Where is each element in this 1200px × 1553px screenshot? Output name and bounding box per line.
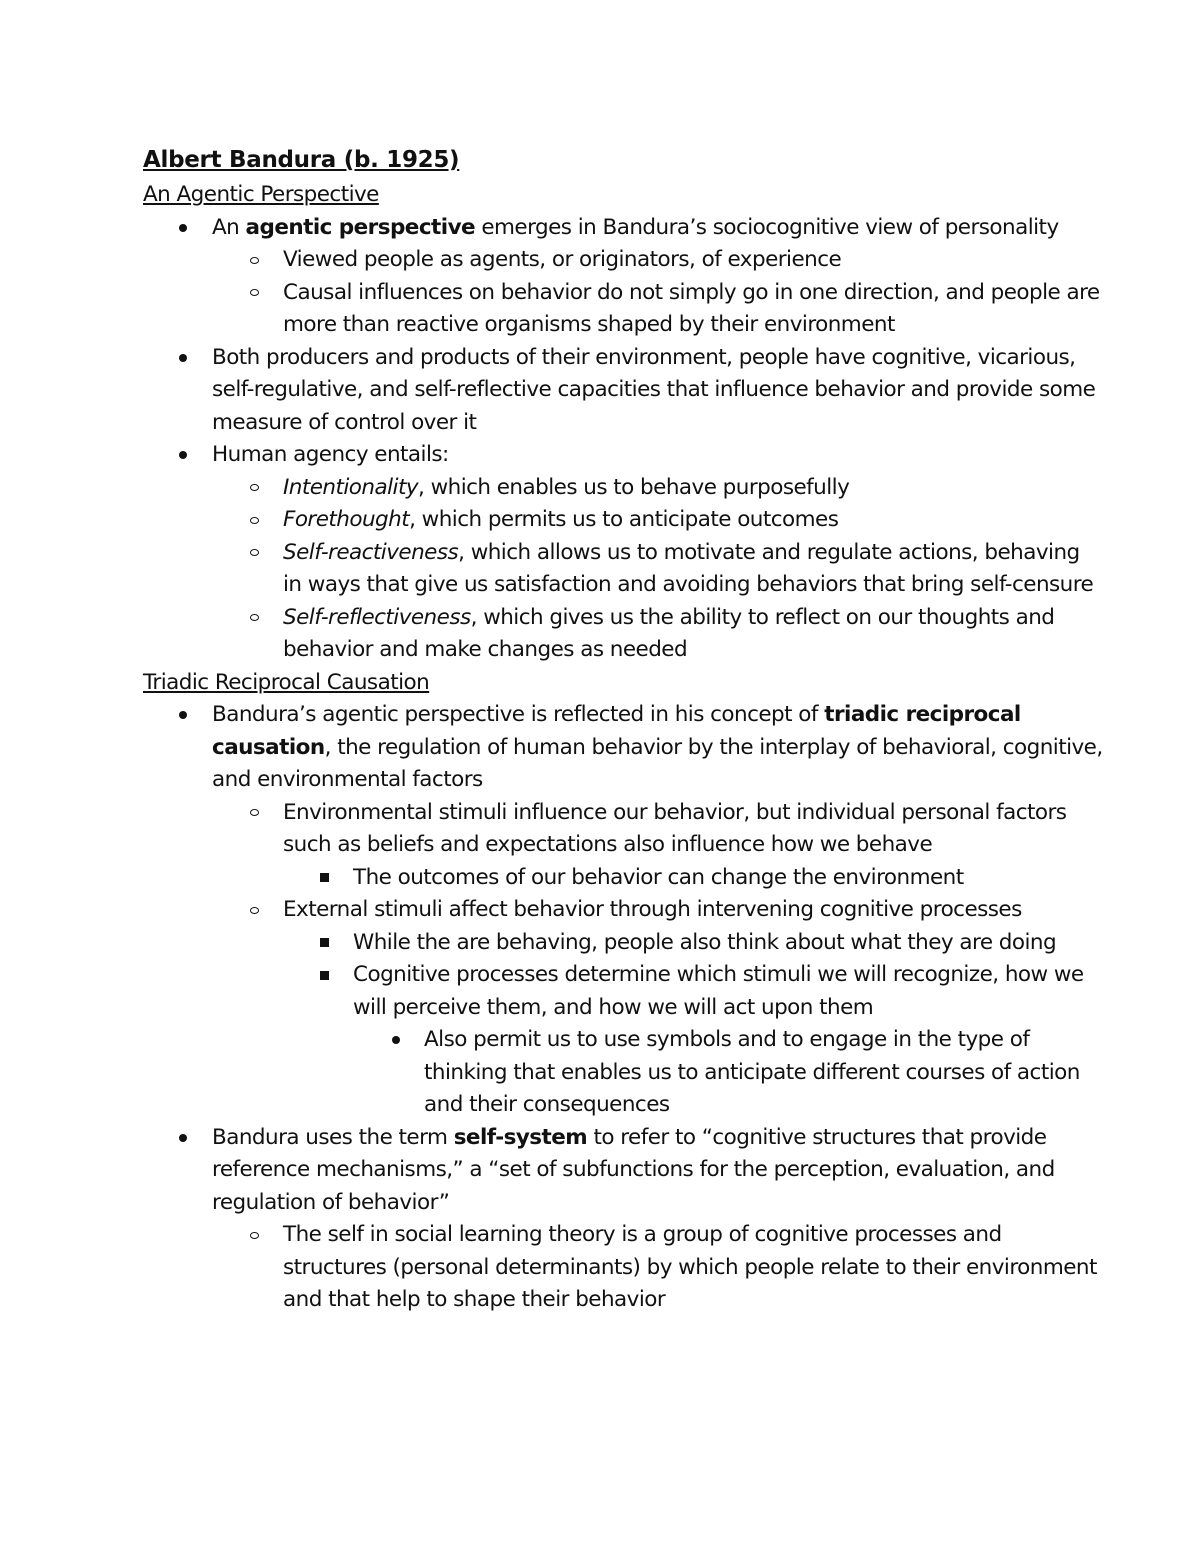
text: Bandura uses the term — [212, 1124, 454, 1150]
sub-list — [143, 472, 1103, 667]
bullet-list — [143, 212, 1103, 667]
document-page — [143, 141, 1103, 1317]
text: While the are behaving, people also think about what they are doing — [353, 929, 1057, 955]
text: Bandura’s agentic perspective is reflected in his concept of — [212, 702, 825, 727]
text: Causal influences on behavior do not simply go in one direction, and people are more than reactive organisms shaped by their environment — [283, 279, 1100, 337]
list-item — [143, 1024, 1103, 1122]
list-item — [143, 602, 1103, 667]
bullet-circle-icon — [246, 277, 262, 310]
list-item — [143, 212, 1103, 342]
text: Also permit us to use symbols and to engage in the type of thinking that enables us to anticipate different courses of action and their consequences — [424, 1027, 1080, 1117]
list-item — [143, 1219, 1103, 1317]
text: Environmental stimuli influence our behavior, but individual personal factors such as beliefs and expectations also influence how we behave — [283, 799, 1067, 857]
bold-term: self-system — [453, 1124, 588, 1150]
bullet-disc-icon — [175, 439, 191, 472]
text: , which permits us to anticipate outcomes — [409, 507, 839, 532]
bullet-disc-icon — [175, 699, 191, 732]
bullet-disc-icon — [388, 1024, 404, 1057]
sub-list — [143, 244, 1103, 342]
bullet-circle-icon — [246, 894, 262, 927]
document-title: Albert Bandura (b. 1925) — [143, 147, 460, 173]
bullet-circle-icon — [246, 602, 262, 635]
text: to refer to “cognitive structures that provide reference mechanisms,” a “set of subfunctions for the perception, evaluation, and regulation of behavior” — [212, 1124, 1055, 1215]
text: Human agency entails: — [212, 442, 449, 467]
bullet-circle-icon — [246, 797, 262, 830]
italic-term: Self-reactiveness — [283, 539, 459, 565]
bullet-circle-icon — [246, 244, 262, 277]
bullet-square-icon — [316, 862, 332, 895]
list-item — [143, 277, 1103, 342]
list-item — [143, 472, 1103, 505]
list-item — [143, 439, 1103, 667]
bullet-square-icon — [316, 959, 332, 992]
section-heading-triadic-reciprocal-causation: Triadic Reciprocal Causation — [143, 669, 430, 695]
list-item — [143, 862, 1103, 895]
list-item — [143, 1122, 1103, 1317]
list-item — [143, 342, 1103, 440]
bullet-circle-icon — [246, 537, 262, 570]
list-item — [143, 959, 1103, 1122]
list-item — [143, 699, 1103, 1122]
list-item — [143, 894, 1103, 1122]
bullet-circle-icon — [246, 1219, 262, 1252]
bullet-disc-icon — [175, 1122, 191, 1155]
bullet-circle-icon — [246, 472, 262, 505]
sub-list — [143, 1219, 1103, 1317]
list-item — [143, 244, 1103, 277]
italic-term: Forethought — [283, 507, 410, 532]
text: Both producers and products of their environment, people have cognitive, vicarious, self-regulative, and self-reflective capacities that influence behavior and provide some measure of control over it — [212, 344, 1096, 435]
text: emerges in Bandura’s sociocognitive view of personality — [475, 214, 1059, 240]
list-item — [143, 797, 1103, 895]
section-heading-agentic-perspective: An Agentic Perspective — [143, 182, 379, 207]
text: External stimuli affect behavior through intervening cognitive processes — [283, 897, 1022, 922]
italic-term: Intentionality — [283, 474, 419, 500]
text: Viewed people as agents, or originators, of experience — [283, 247, 842, 272]
text: , the regulation of human behavior by the interplay of behavioral, cognitive, and environmental factors — [212, 734, 1103, 792]
bullet-disc-icon — [175, 212, 191, 245]
list-item — [143, 537, 1103, 602]
sub-list — [143, 1024, 1103, 1122]
bullet-disc-icon — [175, 342, 191, 375]
text: An — [212, 214, 246, 240]
text: The self in social learning theory is a group of cognitive processes and structures (personal determinants) by which people relate to their environment and that help to shape their behavior — [283, 1222, 1097, 1312]
text: The outcomes of our behavior can change the environment — [353, 864, 964, 890]
text: Cognitive processes determine which stimuli we will recognize, how we will perceive them, and how we will act upon them — [353, 962, 1084, 1020]
bold-term: triadic reciprocal causation — [212, 702, 1021, 760]
italic-term: Self-reflectiveness — [283, 604, 471, 630]
sub-list — [143, 927, 1103, 1122]
bullet-circle-icon — [246, 504, 262, 537]
list-item — [143, 504, 1103, 537]
bullet-square-icon — [316, 927, 332, 960]
sub-list — [143, 797, 1103, 1122]
text: , which enables us to behave purposefully — [418, 474, 850, 500]
bold-term: agentic perspective — [245, 214, 476, 240]
text: , which allows us to motivate and regulate actions, behaving in ways that give us satisfaction and avoiding behaviors that bring self-censure — [283, 539, 1094, 597]
text: , which gives us the ability to reflect on our thoughts and behavior and make changes as needed — [283, 604, 1055, 662]
sub-list — [143, 862, 1103, 895]
bullet-list — [143, 699, 1103, 1317]
list-item — [143, 927, 1103, 960]
